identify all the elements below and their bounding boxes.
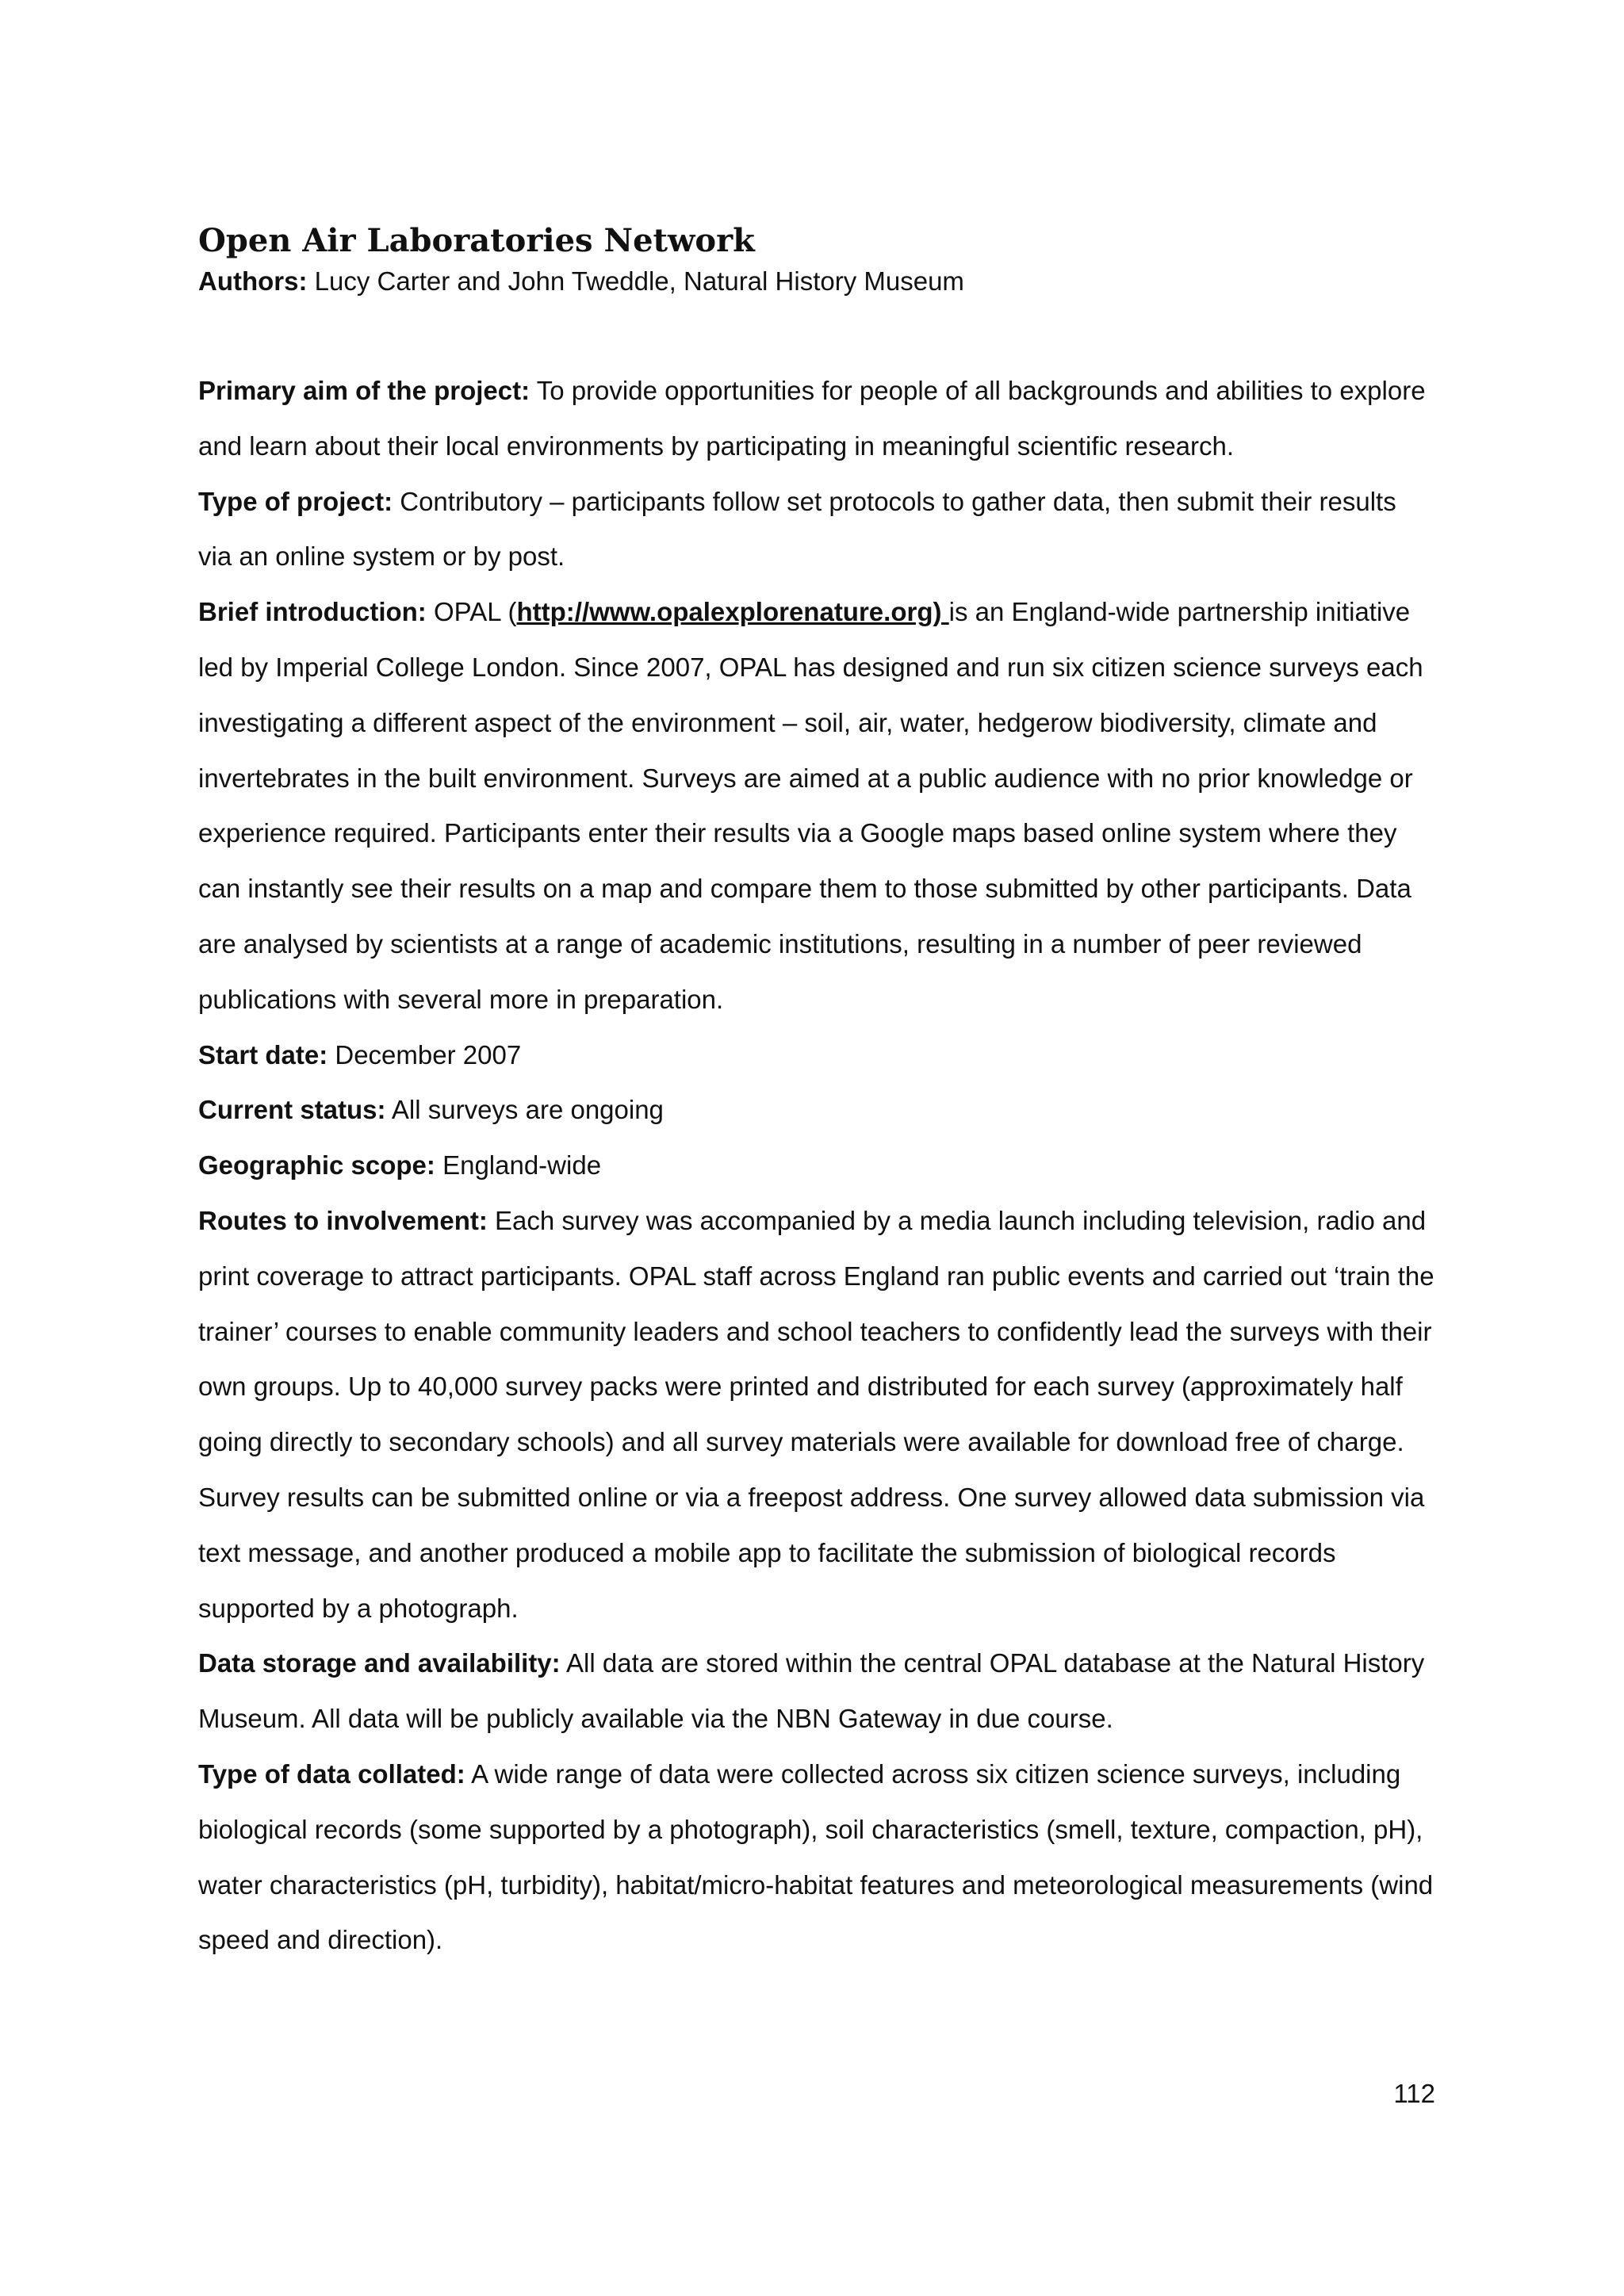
introduction-prefix: OPAL (	[433, 597, 517, 627]
start-date-paragraph	[198, 1027, 1435, 1083]
introduction-value: is an England-wide partnership initiative led by Imperial College London. Since 2007, OPAL has designed and run six citizen science surveys each investigating a different aspect of the environment – soil, air, water, hedgerow biodiversity, climate and invertebrates in the built environment. Surveys are aimed at a public audience with no prior knowledge or experience required. Participants enter their results via a Google maps based online system where they can instantly see their results on a map and compare them to those submitted by other participants. Data are analysed by scientists at a range of academic institutions, resulting in a number of peer reviewed publications with several more in preparation.	[198, 597, 1423, 1014]
geographic-scope-label: Geographic scope:	[198, 1150, 435, 1181]
authors-label: Authors:	[198, 266, 308, 296]
current-status-label: Current status:	[198, 1095, 386, 1125]
current-status-value: All surveys are ongoing	[391, 1095, 664, 1125]
project-type-value: Contributory – participants follow set protocols to gather data, then submit their results via an online system or by post.	[198, 486, 1396, 572]
opal-website-link[interactable]: http://www.opalexplorenature.org)	[516, 597, 949, 627]
project-type-label: Type of project:	[198, 486, 393, 516]
authors-line	[198, 263, 1435, 300]
data-storage-label: Data storage and availability:	[198, 1648, 561, 1678]
authors-value: Lucy Carter and John Tweddle, Natural History Museum	[314, 266, 964, 296]
start-date-value: December 2007	[335, 1039, 522, 1070]
routes-label: Routes to involvement:	[198, 1205, 488, 1235]
introduction-label: Brief introduction:	[198, 597, 427, 627]
introduction-paragraph	[198, 584, 1435, 1027]
routes-value: Each survey was accompanied by a media launch including television, radio and print coverage to attract participants. OPAL staff across England ran public events and carried out ‘train the trainer’ courses to enable community leaders and school teachers to confidently lead the surveys with their own groups. Up to 40,000 survey packs were printed and distributed for each survey (approximately half going directly to secondary schools) and all survey materials were available for download free of charge. Survey results can be submitted online or via a freepost address. One survey allowed data submission via text message, and another produced a mobile app to facilitate the submission of biological records supported by a photograph.	[198, 1205, 1434, 1623]
data-type-value: A wide range of data were collected across six citizen science surveys, including biological records (some supported by a photograph), soil characteristics (smell, texture, compaction, pH), water characteristics (pH, turbidity), habitat/micro-habitat features and meteorological measurements (wind speed and direction).	[198, 1758, 1434, 1955]
routes-paragraph	[198, 1193, 1435, 1636]
start-date-label: Start date:	[198, 1039, 328, 1070]
current-status-paragraph	[198, 1082, 1435, 1138]
data-type-label: Type of data collated:	[198, 1758, 465, 1789]
data-storage-paragraph	[198, 1636, 1435, 1747]
document-page	[198, 222, 1435, 1968]
geographic-scope-value: England-wide	[442, 1150, 602, 1181]
page-number: 112	[1393, 2079, 1435, 2108]
data-type-paragraph	[198, 1747, 1435, 1968]
primary-aim-value: To provide opportunities for people of all backgrounds and abilities to explore and learn about their local environments by participating in meaningful scientific research.	[198, 376, 1426, 461]
primary-aim-paragraph	[198, 363, 1435, 474]
project-type-paragraph	[198, 474, 1435, 585]
geographic-scope-paragraph	[198, 1138, 1435, 1193]
document-title: Open Air Laboratories Network	[198, 222, 755, 259]
data-storage-value: All data are stored within the central OPAL database at the Natural History Museum. All data will be publicly available via the NBN Gateway in due course.	[198, 1648, 1425, 1734]
document-body	[198, 363, 1435, 1968]
primary-aim-label: Primary aim of the project:	[198, 376, 530, 405]
